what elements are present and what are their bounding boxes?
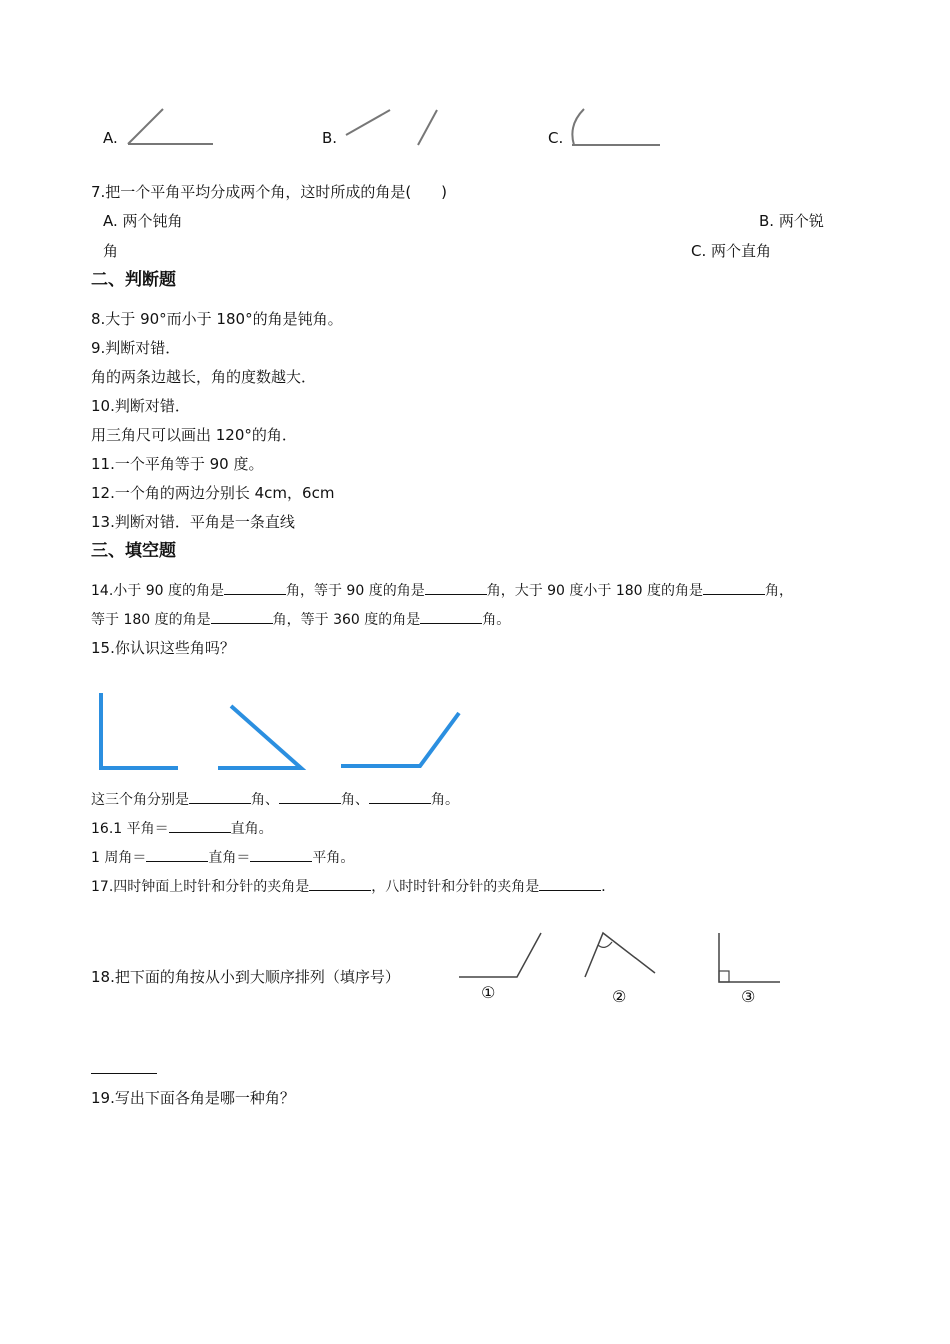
option-a-label: A. (103, 129, 118, 147)
q6-angle-a-figure (125, 105, 220, 150)
q8-text: 8.大于 90°而小于 180°的角是钝角。 (91, 310, 343, 328)
q12-text: 12.一个角的两边分别长 4cm，6cm (91, 484, 335, 502)
q14-text-c: 角，大于 90 度小于 180 度的角是 (486, 583, 704, 599)
q15-text: 15.你认识这些角吗？ (91, 639, 235, 657)
answer-blank[interactable] (279, 789, 341, 804)
q7-option-b: B. 两个锐 (759, 212, 824, 230)
q17-text-c: ． (601, 879, 616, 895)
q7-option-b-continued: 角 (103, 242, 119, 260)
section-heading-fill-in: 三、填空题 (91, 541, 176, 561)
q17-line (91, 876, 615, 897)
q19-text: 19.写出下面各角是哪一种角？ (91, 1089, 295, 1107)
q15-angles-figure (90, 690, 470, 775)
q16-text-e: 平角。 (312, 850, 355, 866)
q7-stem: 7.把一个平角平均分成两个角，这时所成的角是( ) (91, 183, 448, 201)
q14-line2 (91, 609, 510, 630)
q17-text-b: ，八时时针和分针的夹角是 (371, 879, 540, 895)
q18-label-1: ① (481, 983, 496, 1002)
q15-text-c: 角、 (341, 792, 369, 808)
q7-option-a: A. 两个钝角 (103, 212, 183, 230)
q14-text-b: 角，等于 90 度的角是 (285, 583, 425, 599)
q18-text: 18.把下面的角按从小到大顺序排列（填序号） (91, 968, 400, 986)
q15-text-b: 角、 (251, 792, 279, 808)
q17-text-a: 17.四时钟面上时针和分针的夹角是 (91, 879, 310, 895)
answer-blank[interactable] (146, 847, 208, 862)
q6-angle-c-figure (566, 105, 666, 150)
q9-text: 9.判断对错． (91, 339, 181, 357)
answer-blank[interactable] (169, 818, 231, 833)
section-heading-judgement: 二、判断题 (91, 270, 176, 290)
answer-blank[interactable] (369, 789, 431, 804)
answer-blank[interactable] (189, 789, 251, 804)
q6-angle-b-figure (340, 105, 440, 150)
q15-text-d: 角。 (431, 792, 459, 808)
q18-label-2: ② (612, 987, 627, 1006)
q10-text: 10.判断对错． (91, 397, 190, 415)
q7-option-c: C. 两个直角 (691, 242, 772, 260)
q16-line1 (91, 818, 273, 839)
answer-blank[interactable] (309, 876, 371, 891)
q13-text: 13.判断对错．平角是一条直线 (91, 513, 295, 531)
q18-answer-blank[interactable] (91, 1073, 157, 1074)
q14-text-g: 角。 (482, 612, 511, 628)
answer-blank[interactable] (211, 609, 273, 624)
q15-text-a: 这三个角分别是 (91, 792, 189, 808)
q14-text-e: 等于 180 度的角是 (91, 612, 211, 628)
q11-text: 11.一个平角等于 90 度。 (91, 455, 264, 473)
q16-text-d: 直角＝ (208, 850, 251, 866)
q14-line1 (91, 580, 793, 601)
q16-text-a: 16.1 平角＝ (91, 821, 169, 837)
answer-blank[interactable] (224, 580, 286, 595)
q9-body: 角的两条边越长，角的度数越大． (91, 368, 317, 386)
option-c-label: C. (548, 129, 564, 147)
q10-body: 用三角尺可以画出 120°的角． (91, 426, 297, 444)
answer-blank[interactable] (539, 876, 601, 891)
option-b-label: B. (322, 129, 338, 147)
q18-label-3: ③ (741, 987, 756, 1006)
answer-blank[interactable] (425, 580, 487, 595)
q16-text-b: 直角。 (230, 821, 273, 837)
q14-text-d: 角， (765, 583, 794, 599)
q14-text-f: 角，等于 360 度的角是 (272, 612, 421, 628)
q14-text-a: 14.小于 90 度的角是 (91, 583, 224, 599)
answer-blank[interactable] (420, 609, 482, 624)
answer-blank[interactable] (250, 847, 312, 862)
answer-blank[interactable] (703, 580, 765, 595)
q15-answer-line (91, 789, 459, 810)
q16-text-c: 1 周角＝ (91, 850, 147, 866)
q16-line2 (91, 847, 354, 868)
